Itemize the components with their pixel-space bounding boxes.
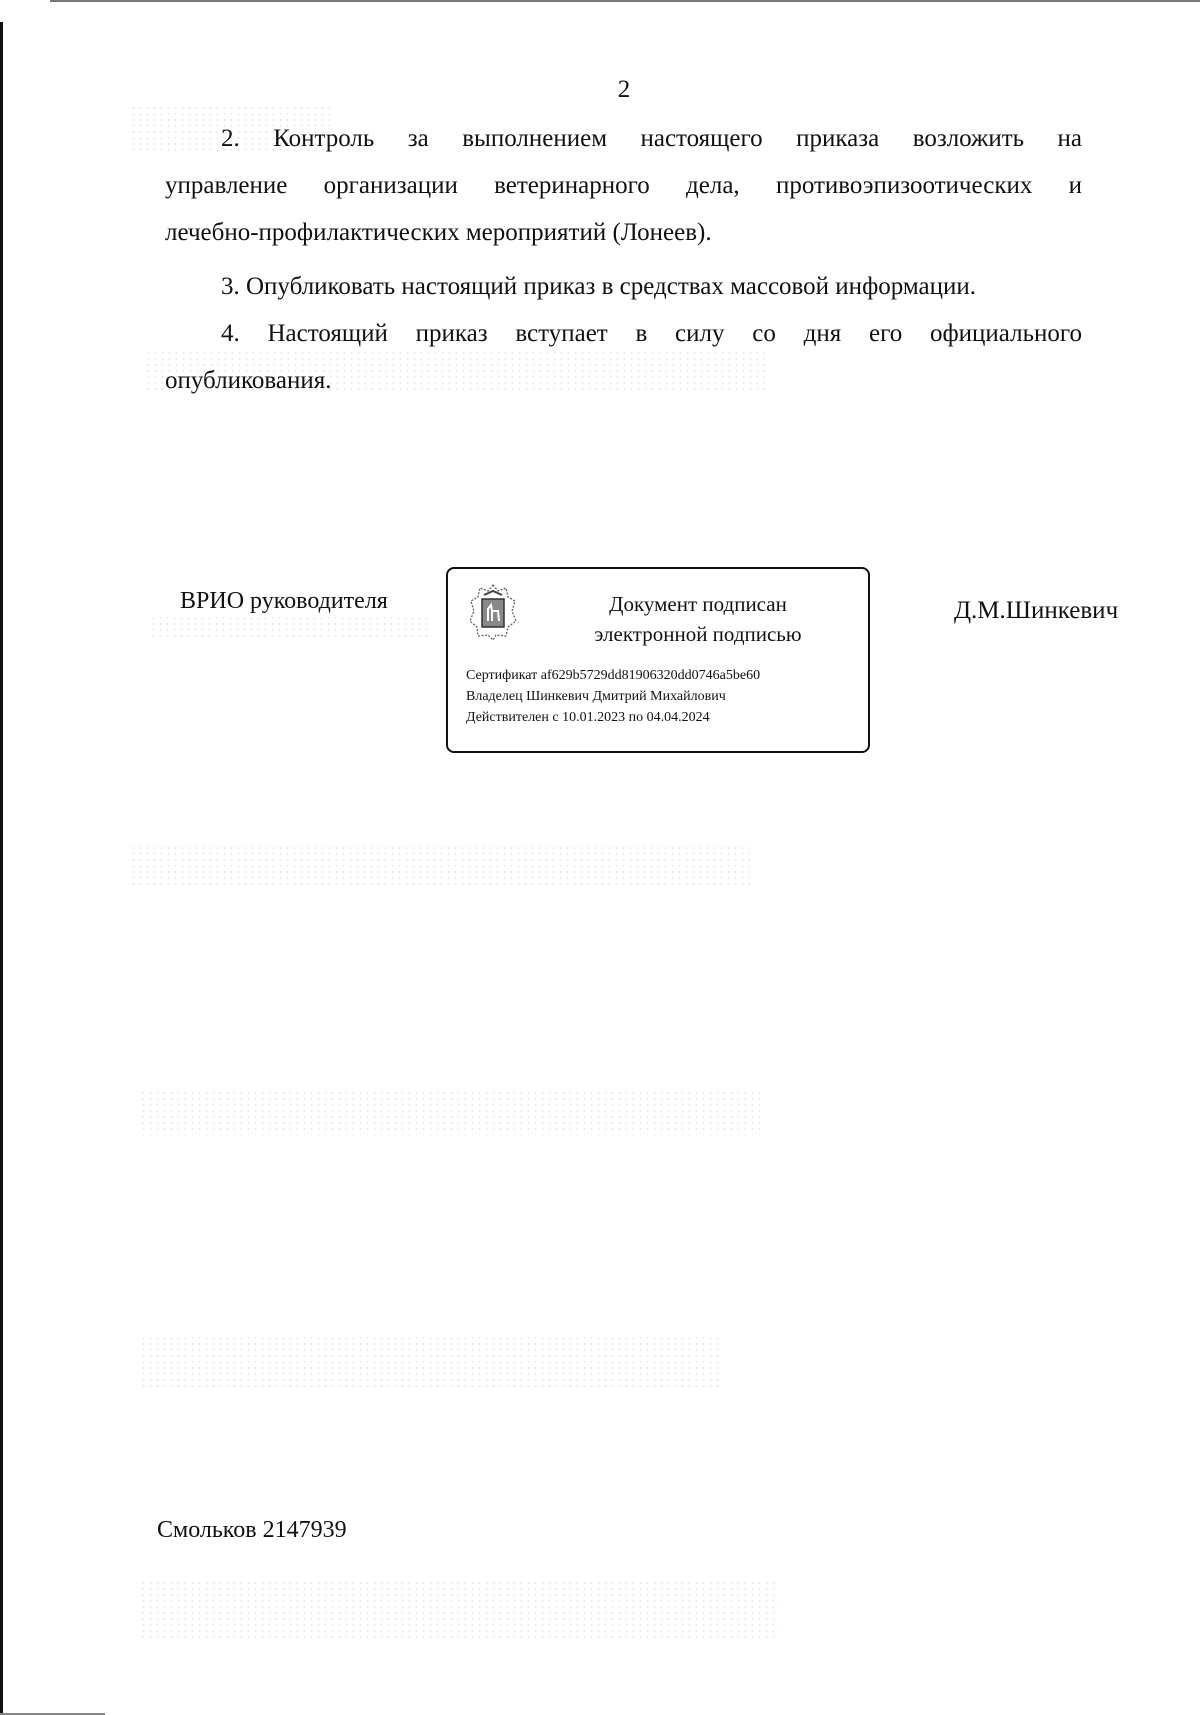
stamp-heading	[548, 589, 848, 649]
coat-of-arms-icon	[468, 583, 518, 641]
page-number: 2	[617, 76, 631, 103]
executor-contact: Смольков 2147939	[157, 1517, 347, 1543]
paragraph-2	[165, 115, 1082, 256]
paragraph-line: лечебно-профилактических мероприятий (Лонеев).	[165, 219, 712, 246]
stamp-heading-line-1: Документ подписан	[609, 592, 787, 616]
paragraph-3	[165, 263, 1082, 310]
scan-noise	[140, 1580, 780, 1640]
paragraph-4	[165, 310, 1082, 404]
paragraph-line: 3. Опубликовать настоящий приказ в средствах массовой информации.	[221, 273, 977, 300]
paragraph-line: 2. Контроль за выполнением настоящего приказа возложить на	[221, 125, 1082, 152]
stamp-details	[466, 665, 760, 728]
electronic-signature-stamp	[446, 567, 870, 753]
scan-noise	[130, 845, 750, 885]
scan-border-top	[50, 0, 1200, 2]
scan-noise	[150, 615, 430, 640]
certificate-number: Сертификат af629b5729dd81906320dd0746a5be60	[466, 668, 761, 683]
scan-noise	[140, 1335, 720, 1390]
stamp-heading-line-2: электронной подписью	[594, 622, 802, 646]
signer-position: ВРИО руководителя	[180, 588, 388, 614]
paragraph-line: 4. Настоящий приказ вступает в силу со дня его официального	[221, 320, 1082, 347]
paragraph-line: опубликования.	[165, 367, 332, 394]
signer-name: Д.М.Шинкевич	[954, 597, 1119, 624]
certificate-validity: Действителен с 10.01.2023 по 04.04.2024	[466, 710, 710, 725]
scan-noise	[140, 1090, 760, 1135]
scan-border-left	[0, 22, 3, 1715]
paragraph-line: управление организации ветеринарного дела, противоэпизоотических и	[165, 172, 1082, 199]
certificate-owner: Владелец Шинкевич Дмитрий Михайлович	[466, 689, 726, 704]
